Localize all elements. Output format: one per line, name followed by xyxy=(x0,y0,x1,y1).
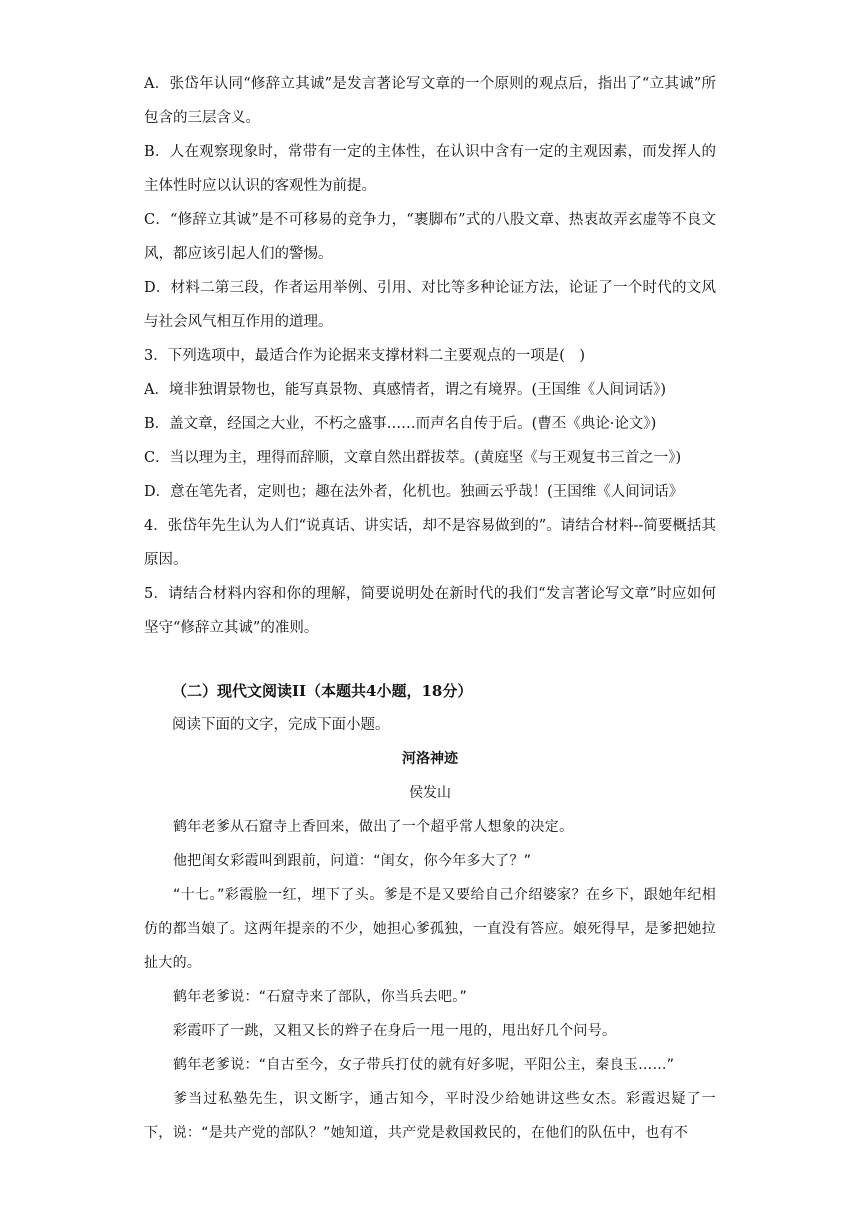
q3-option-c: C．当以理为主，理得而辞顺，文章自然出群拔萃。(黄庭坚《与王观复书三首之一》) xyxy=(144,450,682,466)
q2-option-b: B．人在观察现象时，常带有一定的主体性，在认识中含有一定的主观因素，而发挥人的主体性时应以认识的客观性为前提。 xyxy=(144,144,716,194)
story-paragraph: 他把闺女彩霞叫到跟前，问道：“闺女，你今年多大了？” xyxy=(173,853,532,869)
story-paragraph: 鹤年老爹从石窟寺上香回来，做出了一个超乎常人想象的决定。 xyxy=(173,819,574,835)
q2-option-a: A．张岱年认同“修辞立其诚”是发言著论写文章的一个原则的观点后，指出了“立其诚”所包含的三层含义。 xyxy=(144,76,716,126)
q2-option-d: D．材料二第三段，作者运用举例、引用、对比等多种论证方法，论证了一个时代的文风与社会风气相互作用的道理。 xyxy=(144,280,716,330)
q3-option-a: A．境非独谓景物也，能写真景物、真感情者，谓之有境界。(王国维《人间词话》) xyxy=(144,382,667,398)
story-paragraph: 鹤年老爹说：“自古至今，女子带兵打仗的就有好多呢，平阳公主，秦良玉……” xyxy=(173,1057,675,1073)
q3-option-b: B．盖文章，经国之大业，不朽之盛事……而声名自传于后。(曹丕《典论·论文》) xyxy=(144,416,657,432)
q3-stem: 3．下列选项中，最适合作为论据来支撑材料二主要观点的一项是( ) xyxy=(144,348,586,364)
section-heading: （二）现代文阅读II（本题共4小题，18分） xyxy=(172,682,473,700)
story-paragraph: 鹤年老爹说：“石窟寺来了部队，你当兵去吧。” xyxy=(173,989,468,1005)
story-author: 侯发山 xyxy=(409,785,451,801)
story-paragraph: “十七。”彩霞脸一红，埋下了头。爹是不是又要给自己介绍婆家？在乡下，跟她年纪相仿的都当娘了。这两年提亲的不少，她担心爹孤独，一直没有答应。娘死得早，是爹把她拉扯大的。 xyxy=(144,887,716,971)
story-paragraph: 彩霞吓了一跳，又粗又长的辫子在身后一甩一甩的，甩出好几个问号。 xyxy=(173,1023,617,1039)
q5-text: 5．请结合材料内容和你的理解，简要说明处在新时代的我们“发言著论写文章”时应如何坚守“修辞立其诚”的准则。 xyxy=(144,586,716,636)
story-title: 河洛神迹 xyxy=(402,751,458,767)
q3-option-d: D．意在笔先者，定则也；趣在法外者，化机也。独画云乎哉！(王国维《人间词话》 xyxy=(144,484,684,500)
section-instruction: 阅读下面的文字，完成下面小题。 xyxy=(172,717,390,733)
q4-text: 4．张岱年先生认为人们“说真话、讲实话，却不是容易做到的”。请结合材料--简要概括其原因。 xyxy=(144,518,716,568)
story-paragraph: 爹当过私塾先生，识文断字，通古知今，平时没少给她讲这些女杰。彩霞迟疑了一下，说：“是共产党的部队？”她知道，共产党是救国救民的，在他们的队伍中，也有不 xyxy=(144,1091,716,1141)
q2-option-c: C．“修辞立其诚”是不可移易的竞争力，“裹脚布”式的八股文章、热衷故弄玄虚等不良文风，都应该引起人们的警惕。 xyxy=(144,212,716,262)
